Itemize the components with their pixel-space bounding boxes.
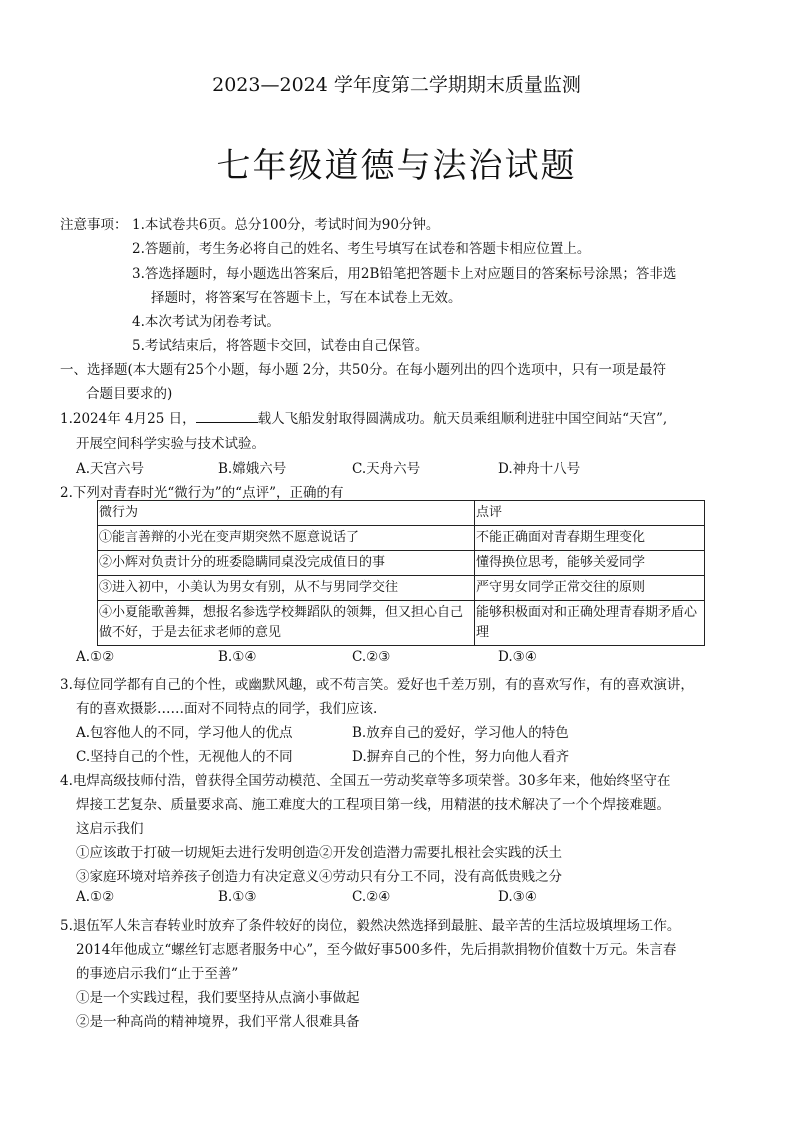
q5-stem-cont: 2014年他成立“螺丝钉志愿者服务中心”，至今做好事500多件，先后捐款捐物价值数十万元。朱言春 xyxy=(76,942,677,958)
q2-option-b: B.①④ xyxy=(218,649,257,665)
q1-option-b: B.嫦娥六号 xyxy=(218,461,287,477)
q4-option-b: B.①③ xyxy=(218,889,257,905)
table-header-cell: 微行为 xyxy=(98,501,475,526)
q3-stem-cont: 有的喜欢摄影……面对不同特点的同学，我们应该. xyxy=(76,701,378,717)
note-item: 择题时，将答案写在答题卡上，写在本试卷上无效。 xyxy=(151,290,462,306)
table-header-cell: 点评 xyxy=(475,501,705,526)
q4-stem-cont: 焊接工艺复杂、质量要求高、施工难度大的工程项目第一线，用精湛的技术解决了一个个焊接难题。 xyxy=(76,797,670,813)
q1-answer-blank xyxy=(196,408,258,423)
q3-option-d: D.摒弃自己的个性，努力向他人看齐 xyxy=(352,749,570,765)
table-cell: ②小辉对负责计分的班委隐瞒同桌没完成值日的事 xyxy=(98,551,475,576)
table-row xyxy=(98,501,705,526)
q5-stem: 5.退伍军人朱言春转业时放弃了条件较好的岗位，毅然决然选择到最脏、最辛苦的生活垃圾填埋场工作。 xyxy=(60,918,681,934)
note-item: 1.本试卷共6页。总分100分，考试时间为90分钟。 xyxy=(132,217,440,233)
table-row xyxy=(98,551,705,576)
q2-stem: 2.下列对青春时光“微行为”的“点评”，正确的有 xyxy=(60,485,344,501)
q2-option-a: A.①② xyxy=(76,649,115,665)
table-row xyxy=(98,576,705,601)
q4-statement: ③家庭环境对培养孩子创造力有决定意义④劳动只有分工不同，没有高低贵贱之分 xyxy=(76,869,562,885)
q5-stem-cont: 的事迹启示我们“止于至善” xyxy=(76,966,239,982)
table-cell: 懂得换位思考，能够关爱同学 xyxy=(475,551,705,576)
exam-title: 2023—2024 学年度第二学期期末质量监测 xyxy=(212,74,581,96)
q2-option-d: D.③④ xyxy=(498,649,537,665)
q3-stem: 3.每位同学都有自己的个性，或幽默风趣，或不苟言笑。爱好也千差万别，有的喜欢写作，有的喜欢演讲， xyxy=(60,677,694,693)
q4-option-c: C.②④ xyxy=(352,889,391,905)
q1-option-d: D.神舟十八号 xyxy=(498,461,581,477)
q2-table xyxy=(97,500,705,646)
table-cell: ①能言善辩的小光在变声期突然不愿意说话了 xyxy=(98,526,475,551)
q1-option-a: A.天宫六号 xyxy=(76,461,145,477)
table-row xyxy=(98,601,705,646)
table-cell: ④小夏能歌善舞，想报名参选学校舞蹈队的领舞，但又担心自己做不好，于是去征求老师的意见 xyxy=(98,601,475,646)
q4-stem: 4.电焊高级技师付浩，曾获得全国劳动模范、全国五一劳动奖章等多项荣誉。30多年来，他始终坚守在 xyxy=(60,773,671,789)
q5-statement: ①是一个实践过程，我们要坚持从点滴小事做起 xyxy=(76,990,360,1006)
q3-option-c: C.坚持自己的个性，无视他人的不同 xyxy=(76,749,293,765)
q1-stem xyxy=(60,407,667,427)
q4-statement: ①应该敢于打破一切规矩去进行发明创造②开发创造潜力需要扎根社会实践的沃土 xyxy=(76,845,562,861)
note-item: 2.答题前，考生务必将自己的姓名、考生号填写在试卷和答题卡相应位置上。 xyxy=(132,241,591,257)
q1-stem-a: 1.2024年 4月25 日， xyxy=(60,411,196,427)
q4-stem-cont: 这启示我们 xyxy=(76,821,144,837)
q3-option-a: A.包容他人的不同，学习他人的优点 xyxy=(76,725,293,741)
q1-option-c: C.天舟六号 xyxy=(352,461,421,477)
q3-option-b: B.放弃自己的爱好，学习他人的特色 xyxy=(352,725,569,741)
q1-stem-b: 载人飞船发射取得圆满成功。航天员乘组顺利进驻中国空间站“天宫”, xyxy=(257,411,668,427)
note-item: 3.答选择题时，每小题选出答案后，用2B铅笔把答题卡上对应题目的答案标号涂黑；答非选 xyxy=(132,266,677,282)
notes-label: 注意事项： xyxy=(60,217,128,233)
table-cell: 能够积极面对和正确处理青春期矛盾心理 xyxy=(475,601,705,646)
table-row xyxy=(98,526,705,551)
table-cell: 严守男女同学正常交往的原则 xyxy=(475,576,705,601)
section-heading-cont: 合题目要求的) xyxy=(86,386,173,402)
q5-statement: ②是一种高尚的精神境界，我们平常人很难具备 xyxy=(76,1014,360,1030)
q4-option-d: D.③④ xyxy=(498,889,537,905)
table-cell: ③进入初中，小美认为男女有别，从不与男同学交往 xyxy=(98,576,475,601)
note-item: 5.考试结束后，将答题卡交回，试卷由自己保管。 xyxy=(132,338,429,354)
q1-stem-cont: 开展空间科学实验与技术试验。 xyxy=(76,436,265,452)
q4-option-a: A.①② xyxy=(76,889,115,905)
note-item: 4.本次考试为闭卷考试。 xyxy=(132,314,280,330)
q2-option-c: C.②③ xyxy=(352,649,391,665)
subject-title: 七年级道德与法治试题 xyxy=(216,146,577,186)
section-heading: 一、选择题(本大题有25个小题，每小题 2分，共50分。在每小题列出的四个选项中，只有一项是最符 xyxy=(60,362,667,378)
table-cell: 不能正确面对青春期生理变化 xyxy=(475,526,705,551)
